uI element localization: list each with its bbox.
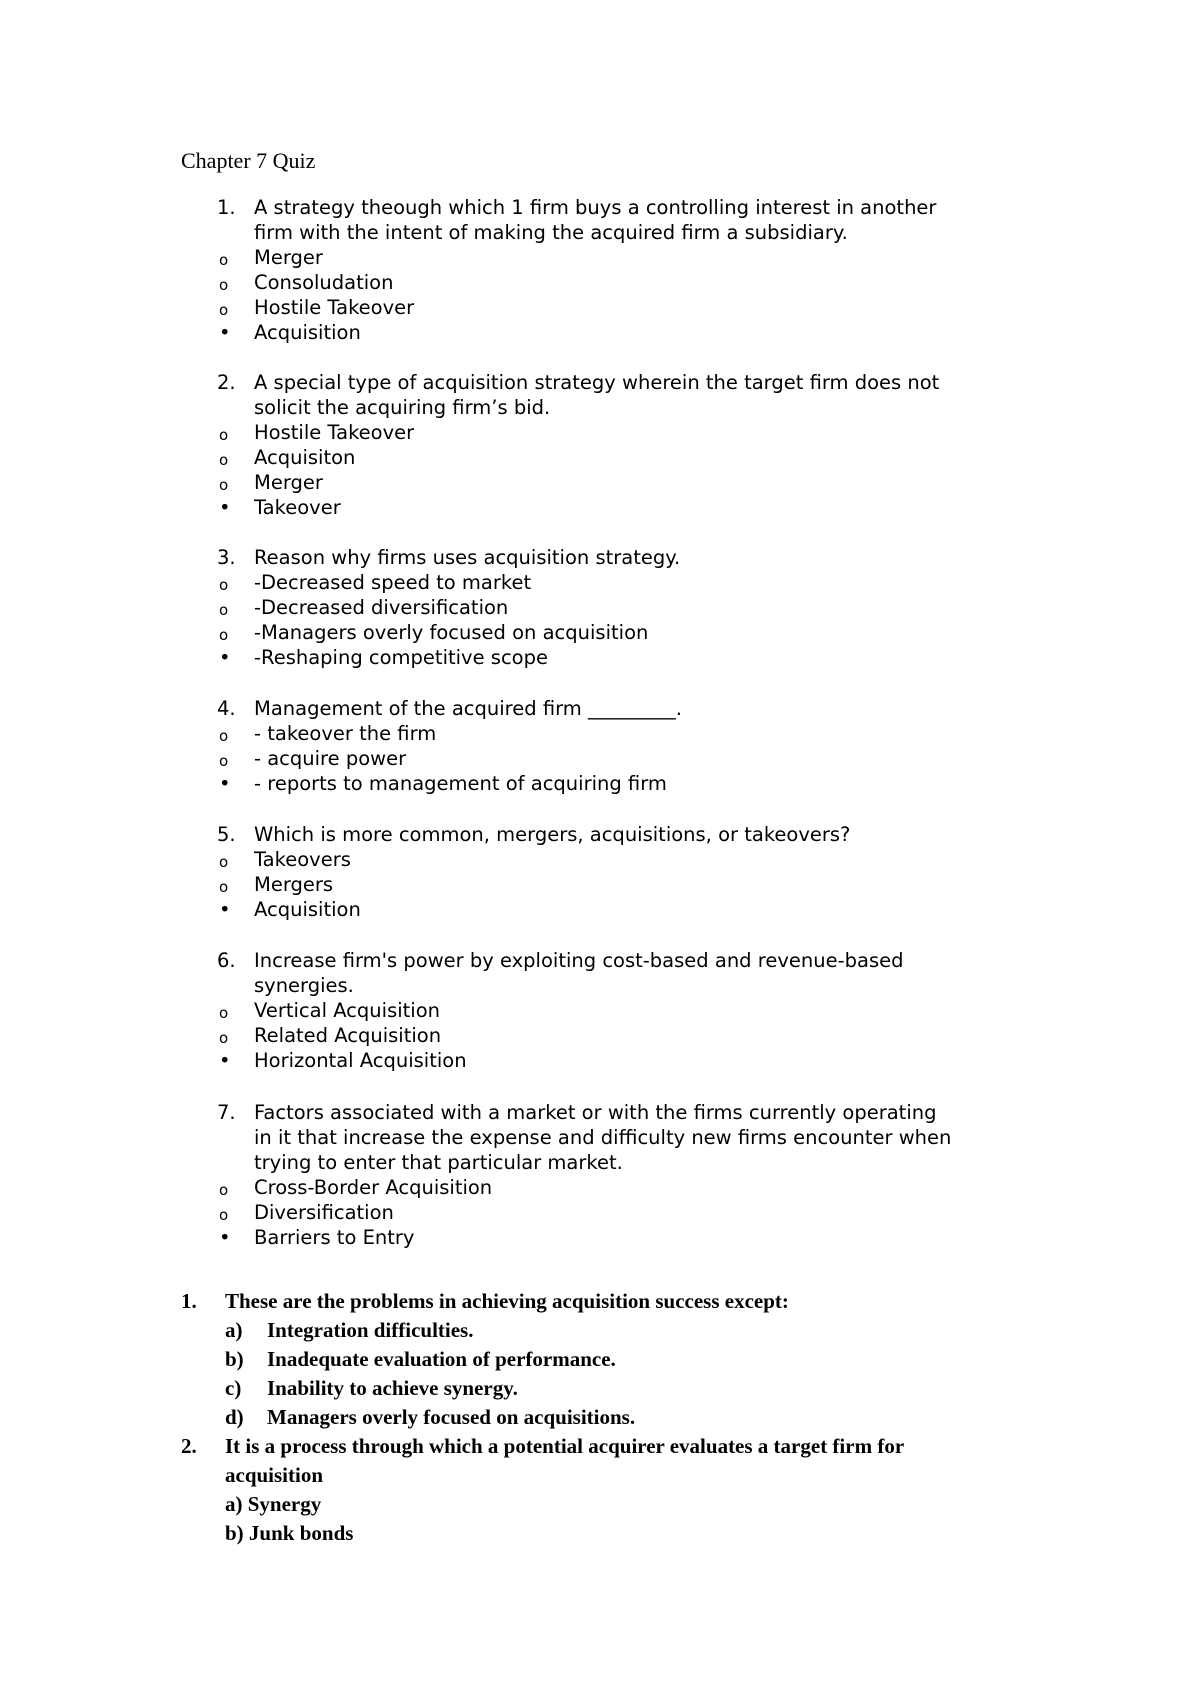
- question-6: [0, 948, 1200, 1073]
- option-text: Diversification: [254, 1201, 394, 1224]
- question-text-line: in it that increase the expense and difficulty new firms encounter when: [254, 1126, 952, 1149]
- answer-option: [0, 746, 1200, 771]
- circle-bullet-icon: o: [219, 1029, 229, 1047]
- answer-option: [0, 445, 1200, 470]
- circle-bullet-icon: o: [219, 276, 229, 294]
- filled-bullet-icon: •: [219, 321, 231, 344]
- question-5: [0, 822, 1200, 922]
- question-text-line: These are the problems in achieving acquisition success except:: [225, 1289, 789, 1313]
- circle-bullet-icon: o: [219, 576, 229, 594]
- answer-option: [0, 998, 1200, 1023]
- circle-bullet-icon: o: [219, 727, 229, 745]
- option-text: a) Synergy: [225, 1492, 322, 1516]
- answer-option: [0, 620, 1200, 645]
- question-2: [0, 370, 1200, 520]
- answer-option: [0, 1175, 1200, 1200]
- answer-option: [0, 847, 1200, 872]
- option-text: Acquisition: [254, 321, 361, 344]
- answer-option: [0, 570, 1200, 595]
- question-text-line: firm with the intent of making the acquired firm a subsidiary.: [254, 221, 848, 244]
- option-text: Inability to achieve synergy.: [267, 1376, 518, 1400]
- circle-bullet-icon: o: [219, 878, 229, 896]
- question-number: 7.: [217, 1101, 236, 1124]
- circle-bullet-icon: o: [219, 251, 229, 269]
- option-text: b) Junk bonds: [225, 1521, 354, 1545]
- answer-option: [0, 1316, 1200, 1345]
- answer-option-correct: [0, 645, 1200, 670]
- page-title: Chapter 7 Quiz: [181, 148, 316, 173]
- option-text: Cross-Border Acquisition: [254, 1176, 493, 1199]
- question-text-line: trying to enter that particular market.: [254, 1151, 623, 1174]
- circle-bullet-icon: o: [219, 853, 229, 871]
- option-letter: c): [225, 1376, 242, 1400]
- question-text-line: acquisition: [225, 1463, 324, 1487]
- option-text: -Reshaping competitive scope: [254, 646, 548, 669]
- answer-option: [0, 270, 1200, 295]
- part2-questions: [0, 1287, 1200, 1548]
- option-text: -Decreased speed to market: [254, 571, 532, 594]
- answer-option: [0, 721, 1200, 746]
- answer-option-correct: [0, 495, 1200, 520]
- answer-option: [0, 872, 1200, 897]
- question-number: 1.: [217, 196, 236, 219]
- option-text: Barriers to Entry: [254, 1226, 415, 1249]
- answer-option: [0, 420, 1200, 445]
- option-text: Acquisition: [254, 898, 361, 921]
- answer-option: [0, 1200, 1200, 1225]
- question-4: [0, 696, 1200, 796]
- option-text: - reports to management of acquiring firm: [254, 772, 667, 795]
- filled-bullet-icon: •: [219, 1226, 231, 1249]
- circle-bullet-icon: o: [219, 626, 229, 644]
- option-text: Integration difficulties.: [267, 1318, 474, 1342]
- answer-option: [0, 1519, 1200, 1548]
- option-text: -Decreased diversification: [254, 596, 509, 619]
- option-text: Hostile Takeover: [254, 296, 415, 319]
- filled-bullet-icon: •: [219, 496, 231, 519]
- option-text: - takeover the firm: [254, 722, 437, 745]
- question-number: 1.: [181, 1289, 197, 1313]
- option-text: Merger: [254, 471, 323, 494]
- circle-bullet-icon: o: [219, 1004, 229, 1022]
- option-text: Takeover: [254, 496, 341, 519]
- option-text: Mergers: [254, 873, 334, 896]
- part2-question-2: [0, 1432, 1200, 1461]
- question-number: 2.: [217, 371, 236, 394]
- circle-bullet-icon: o: [219, 426, 229, 444]
- circle-bullet-icon: o: [219, 476, 229, 494]
- question-1: [0, 195, 1200, 345]
- answer-option: [0, 1023, 1200, 1048]
- circle-bullet-icon: o: [219, 1206, 229, 1224]
- option-text: - acquire power: [254, 747, 407, 770]
- circle-bullet-icon: o: [219, 601, 229, 619]
- answer-option: [0, 1490, 1200, 1519]
- question-number: 6.: [217, 949, 236, 972]
- question-3: [0, 545, 1200, 670]
- question-text-line: solicit the acquiring firm’s bid.: [254, 396, 551, 419]
- circle-bullet-icon: o: [219, 451, 229, 469]
- filled-bullet-icon: •: [219, 772, 231, 795]
- question-text-line: Increase firm's power by exploiting cost-based and revenue-based: [254, 949, 904, 972]
- option-text: Merger: [254, 246, 323, 269]
- question-number: 3.: [217, 546, 236, 569]
- answer-option: [0, 245, 1200, 270]
- question-text-line: Factors associated with a market or with the firms currently operating: [254, 1101, 937, 1124]
- option-letter: d): [225, 1405, 244, 1429]
- answer-option-correct: [0, 1225, 1200, 1250]
- option-text: Acquisiton: [254, 446, 356, 469]
- question-text-line: It is a process through which a potential acquirer evaluates a target firm for: [225, 1434, 905, 1458]
- question-text-line: Management of the acquired firm _________.: [254, 697, 682, 720]
- option-text: Managers overly focused on acquisitions.: [267, 1405, 636, 1429]
- answer-option: [0, 1374, 1200, 1403]
- answer-option: [0, 1345, 1200, 1374]
- circle-bullet-icon: o: [219, 1181, 229, 1199]
- question-text-line: Reason why firms uses acquisition strategy.: [254, 546, 681, 569]
- question-text-line: Which is more common, mergers, acquisitions, or takeovers?: [254, 823, 851, 846]
- option-letter: a): [225, 1318, 243, 1342]
- question-text-line: A special type of acquisition strategy wherein the target firm does not: [254, 371, 940, 394]
- option-text: Takeovers: [254, 848, 351, 871]
- option-text: Consoludation: [254, 271, 394, 294]
- option-text: -Managers overly focused on acquisition: [254, 621, 649, 644]
- answer-option-correct: [0, 771, 1200, 796]
- circle-bullet-icon: o: [219, 301, 229, 319]
- option-text: Hostile Takeover: [254, 421, 415, 444]
- option-text: Vertical Acquisition: [254, 999, 440, 1022]
- answer-option: [0, 295, 1200, 320]
- answer-option: [0, 470, 1200, 495]
- option-text: Inadequate evaluation of performance.: [267, 1347, 616, 1371]
- option-text: Horizontal Acquisition: [254, 1049, 467, 1072]
- question-7: [0, 1100, 1200, 1250]
- filled-bullet-icon: •: [219, 646, 231, 669]
- option-letter: b): [225, 1347, 244, 1371]
- question-number: 2.: [181, 1434, 197, 1458]
- filled-bullet-icon: •: [219, 898, 231, 921]
- answer-option-correct: [0, 320, 1200, 345]
- question-number: 4.: [217, 697, 236, 720]
- answer-option: [0, 595, 1200, 620]
- answer-option-correct: [0, 897, 1200, 922]
- filled-bullet-icon: •: [219, 1049, 231, 1072]
- question-text-line: synergies.: [254, 974, 354, 997]
- answer-option-correct: [0, 1048, 1200, 1073]
- circle-bullet-icon: o: [219, 752, 229, 770]
- question-number: 5.: [217, 823, 236, 846]
- answer-option: [0, 1403, 1200, 1432]
- option-text: Related Acquisition: [254, 1024, 442, 1047]
- question-text-line: A strategy theough which 1 firm buys a controlling interest in another: [254, 196, 937, 219]
- part2-question-1: [0, 1287, 1200, 1316]
